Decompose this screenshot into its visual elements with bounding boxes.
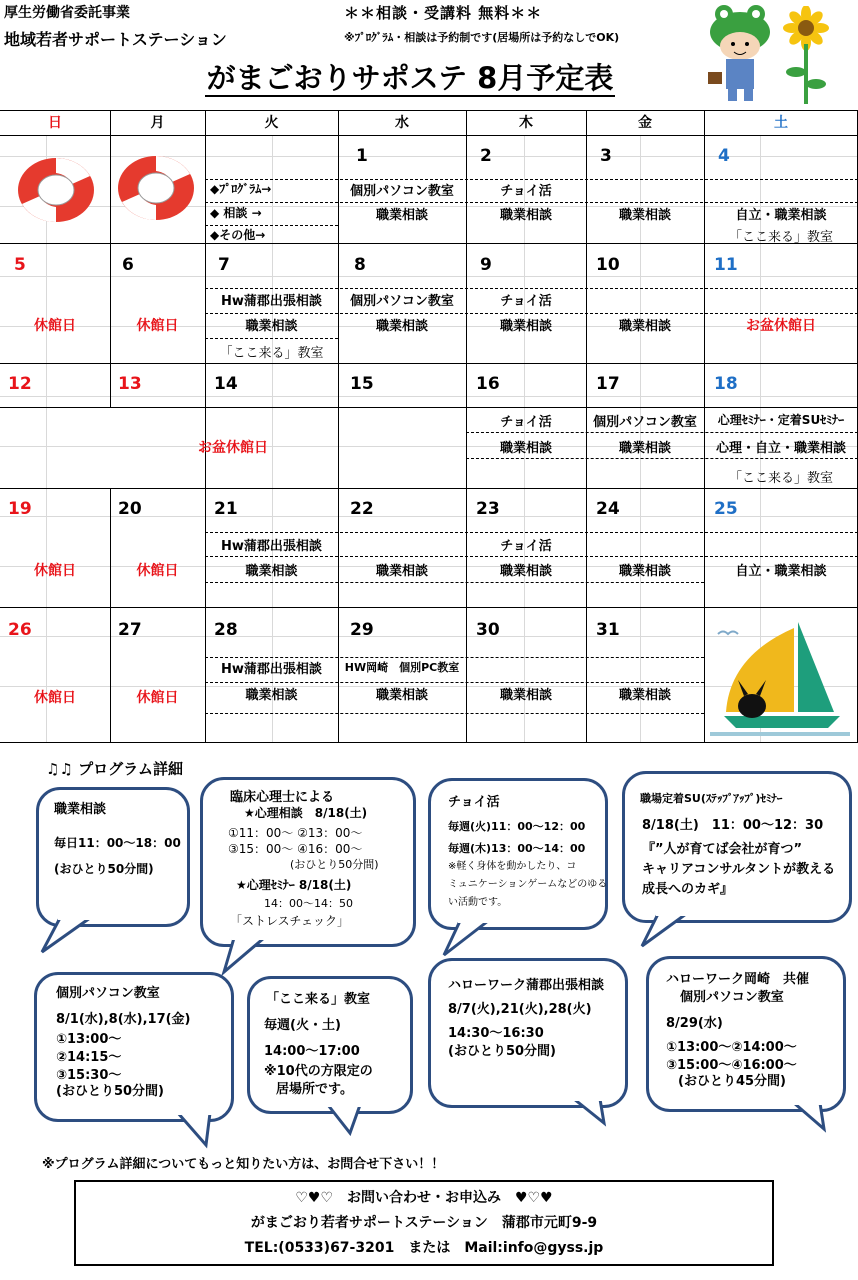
bubble-text: ①11：00～ ②13：00～	[228, 826, 363, 840]
weekday-sat: 土	[774, 115, 788, 131]
bubble-text: 毎日11：00～18：00	[54, 836, 181, 850]
bubble-title: 個別パソコン教室	[680, 990, 784, 1005]
contact-tel-mail[interactable]: TEL:(0533)67-3201 または Mail:info@gyss.jp	[244, 1240, 604, 1256]
bubble-text: 『”人が育てば会社が育つ”	[642, 842, 803, 857]
event: 職業相談	[375, 319, 428, 334]
footer-note: ※プログラム詳細についてもっと知りたい方は、お問合せ下さい！！	[42, 1157, 445, 1172]
bubble-text: 8/7(火),21(火),28(火)	[448, 1002, 592, 1017]
day-number: 28	[214, 620, 238, 640]
event: 個別パソコン教室	[350, 294, 454, 309]
day-number: 22	[350, 499, 374, 519]
day-number: 13	[118, 374, 142, 394]
bubble-tail	[570, 1097, 640, 1137]
event: 「ここ来る」教室	[728, 471, 833, 486]
day-number: 31	[596, 620, 620, 640]
event: 職業相談	[499, 564, 552, 579]
bubble-title: 臨床心理士による	[230, 790, 335, 805]
event: 個別パソコン教室	[593, 415, 697, 430]
event: 個別パソコン教室	[350, 184, 454, 199]
day-number: 27	[118, 620, 142, 640]
bubble-tail	[790, 1101, 858, 1141]
bubble-text: (おひとり45分間)	[678, 1074, 786, 1089]
closed-label: 休館日	[136, 690, 179, 706]
contact-title: ♡♥♡ お問い合わせ・お申込み ♥♡♥	[295, 1190, 553, 1206]
frog-mascot-icon	[700, 4, 780, 104]
event: 自立・職業相談	[735, 208, 827, 223]
day-number: 16	[476, 374, 500, 394]
closed-label: 休館日	[34, 690, 76, 706]
closed-label: 休館日	[136, 563, 179, 579]
day-number: 8	[354, 255, 366, 275]
bubble-text: 毎週(木)13：00～14：00	[448, 842, 586, 855]
sailboat-icon	[710, 616, 850, 738]
closed-label: お盆休館日	[198, 440, 268, 456]
bubble-text: 14：00～14：50	[264, 897, 353, 910]
bubble-text: ③15：00～ ④16：00～	[228, 842, 363, 856]
bubble-text: ★心理相談 8/18(土)	[244, 806, 368, 820]
event: 自立・職業相談	[735, 564, 827, 579]
event: チョイ活	[500, 184, 552, 199]
event: 職業相談	[499, 208, 552, 223]
event: 職業相談	[375, 688, 428, 703]
weekday-fri: 金	[638, 115, 652, 131]
legend-other: ◆その他→	[210, 228, 266, 242]
bubble-text: (おひとり50分間)	[54, 862, 154, 876]
bubble-text: 8/29(水)	[666, 1016, 723, 1031]
day-number: 2	[480, 146, 492, 166]
legend-consult: ◆ 相談 →	[210, 206, 262, 220]
event: 職業相談	[618, 441, 671, 456]
bubble-text: (おひとり50分間)	[290, 858, 379, 871]
weekday-sun: 日	[48, 115, 62, 131]
day-number: 24	[596, 499, 620, 519]
bubble-text: 毎週(火・土)	[264, 1018, 341, 1033]
program-heading: ♫♫ プログラム詳細	[46, 760, 183, 778]
bubble-text: い活動です。	[448, 897, 508, 908]
contact-address: がまごおり若者サポートステーション 蒲郡市元町9-9	[250, 1215, 598, 1231]
bubble-text: キャリアコンサルタントが教える	[642, 862, 836, 877]
day-number: 3	[600, 146, 612, 166]
day-number: 30	[476, 620, 500, 640]
bubble-text: ※10代の方限定の	[264, 1064, 373, 1079]
sunflower-icon	[782, 6, 830, 106]
bubble-tail	[220, 936, 290, 976]
bubble-text: ①13:00～②14:00～	[666, 1040, 797, 1055]
event: 職業相談	[499, 319, 552, 334]
closed-label: お盆休館日	[746, 318, 816, 334]
event: 職業相談	[499, 441, 552, 456]
event: 職業相談	[245, 564, 298, 579]
closed-label: 休館日	[136, 318, 179, 334]
bubble-text: ※軽く身体を動かしたり、コ	[448, 861, 577, 872]
bubble-text: ミュニケーションゲームなどのゆる	[448, 879, 608, 890]
day-number: 17	[596, 374, 620, 394]
bubble-text: (おひとり50分間)	[56, 1084, 164, 1099]
event: 職業相談	[375, 208, 428, 223]
event: HW岡崎 個別PC教室	[344, 661, 460, 674]
event: 職業相談	[618, 564, 671, 579]
event: 職業相談	[499, 688, 552, 703]
day-number: 26	[8, 620, 32, 640]
weekday-mon: 月	[150, 115, 165, 131]
event: 職業相談	[618, 319, 671, 334]
bubble-text: 毎週(火)11：00～12：00	[448, 820, 586, 833]
weekday-tue: 火	[264, 115, 279, 131]
bubble-text: ③15:30～	[56, 1068, 122, 1083]
day-number: 14	[214, 374, 238, 394]
day-number: 7	[218, 255, 230, 275]
legend-program: ◆ﾌﾟﾛｸﾞﾗﾑ→	[210, 182, 272, 196]
bubble-tail	[170, 1111, 240, 1151]
weekday-wed: 水	[395, 115, 409, 131]
bubble-title: 職場定着SU(ｽﾃｯﾌﾟｱｯﾌﾟ)ｾﾐﾅｰ	[640, 792, 783, 805]
event: 「ここ来る」教室	[728, 230, 833, 245]
event: Hw蒲郡出張相談	[221, 662, 322, 677]
bubble-title: 個別パソコン教室	[56, 986, 160, 1001]
day-number: 29	[350, 620, 374, 640]
reservation-note: ※ﾌﾟﾛｸﾞﾗﾑ・相談は予約制です(居場所は予約なしでOK)	[344, 31, 620, 44]
event: Hw蒲郡出張相談	[221, 294, 322, 309]
lifebuoy-icon	[114, 152, 198, 224]
bubble-text: 14:30～16:30	[448, 1026, 544, 1041]
sponsor-label: 厚生労働省委託事業	[4, 5, 130, 21]
day-number: 11	[714, 255, 738, 275]
day-number: 21	[214, 499, 238, 519]
day-number: 18	[714, 374, 738, 394]
bubble-title: 「ここ来る」教室	[266, 992, 371, 1007]
bubble-text: 居場所です。	[276, 1082, 353, 1097]
contact-box	[74, 1180, 774, 1266]
free-notice: ＊＊相談・受講料 無料＊＊	[344, 4, 543, 22]
bubble-title: チョイ活	[448, 795, 500, 810]
page-title: がまごおりサポステ 8月予定表	[206, 61, 614, 95]
bubble-text: ②14:15～	[56, 1050, 122, 1065]
bubble-text: 8/18(土) 11：00～12：30	[642, 818, 824, 833]
day-number: 6	[122, 255, 134, 275]
bubble-text: 8/1(水),8(水),17(金)	[56, 1012, 191, 1027]
day-number: 5	[14, 255, 26, 275]
bubble-tail	[40, 916, 110, 956]
bubble-title: 職業相談	[54, 802, 107, 817]
day-number: 19	[8, 499, 32, 519]
event: 職業相談	[618, 688, 671, 703]
bubble-title: ハローワーク蒲郡出張相談	[448, 978, 605, 993]
bubble-text: ★心理ｾﾐﾅｰ 8/18(土)	[236, 878, 352, 892]
event: 職業相談	[245, 688, 298, 703]
day-number: 1	[356, 146, 368, 166]
event: 心理・自立・職業相談	[715, 441, 846, 456]
day-number: 23	[476, 499, 500, 519]
calendar-grid	[0, 110, 858, 743]
day-number: 25	[714, 499, 738, 519]
bubble-tail	[440, 919, 510, 959]
event: Hw蒲郡出張相談	[221, 539, 322, 554]
bubble-text: ③15:00～④16:00～	[666, 1058, 797, 1073]
event: 職業相談	[618, 208, 671, 223]
bubble-text: 14:00～17:00	[264, 1044, 360, 1059]
event: 職業相談	[375, 564, 428, 579]
day-number: 20	[118, 499, 142, 519]
day-number: 12	[8, 374, 32, 394]
day-number: 4	[718, 146, 730, 166]
event: チョイ活	[500, 415, 552, 430]
closed-label: 休館日	[34, 318, 76, 334]
lifebuoy-icon	[14, 154, 98, 226]
closed-label: 休館日	[34, 563, 76, 579]
event: チョイ活	[500, 539, 552, 554]
bubble-text: 成長へのカギ』	[642, 882, 734, 897]
event: チョイ活	[500, 294, 552, 309]
day-number: 10	[596, 255, 620, 275]
day-number: 9	[480, 255, 492, 275]
weekday-thu: 木	[519, 115, 533, 131]
event: 「ここ来る」教室	[219, 346, 324, 361]
bubble-title: ハローワーク岡崎 共催	[666, 972, 810, 987]
bubble-tail	[320, 1103, 390, 1143]
organization-label: 地域若者サポートステーション	[4, 30, 227, 49]
event: 心理ｾﾐﾅｰ・定着SUｾﾐﾅｰ	[717, 413, 845, 427]
day-number: 15	[350, 374, 374, 394]
bubble-text: ①13:00～	[56, 1032, 122, 1047]
bubble-text: 「ストレスチェック」	[230, 914, 350, 928]
bubble-text: (おひとり50分間)	[448, 1044, 556, 1059]
event: 職業相談	[245, 319, 298, 334]
bubble-tail	[636, 912, 706, 952]
